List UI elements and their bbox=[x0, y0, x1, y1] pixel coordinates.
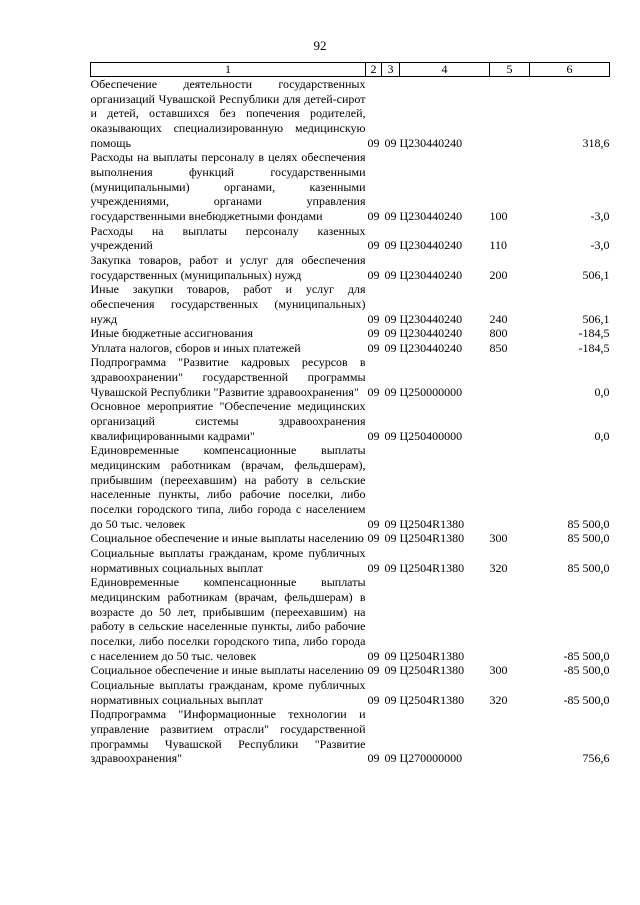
row-section: 09 bbox=[367, 531, 380, 546]
table-row bbox=[91, 77, 610, 151]
row-target-article: Ц2504R1380 bbox=[399, 560, 465, 575]
header-col-4: 4 bbox=[400, 63, 490, 77]
row-description: Иные бюджетные ассигнования bbox=[90, 326, 253, 341]
row-description: Социальные выплаты гражданам, кроме публичных нормативных социальных выплат bbox=[90, 546, 366, 575]
row-subsection: 09 bbox=[384, 531, 397, 546]
row-target-article: Ц270000000 bbox=[399, 751, 463, 766]
table-row bbox=[91, 150, 610, 223]
row-subsection: 09 bbox=[384, 663, 397, 678]
row-section: 09 bbox=[367, 663, 380, 678]
row-amount: 0,0 bbox=[594, 384, 610, 399]
row-section: 09 bbox=[367, 267, 380, 282]
row-section: 09 bbox=[367, 560, 380, 575]
row-target-article: Ц230440240 bbox=[399, 238, 463, 253]
row-target-article: Ц2504R1380 bbox=[399, 531, 465, 546]
table-row bbox=[91, 326, 610, 341]
row-description: Основное мероприятие "Обеспечение медицинских организаций системы здравоохранения квалифицированными кадрами" bbox=[90, 399, 366, 443]
row-target-article: Ц2504R1380 bbox=[399, 692, 465, 707]
row-expense-type bbox=[490, 707, 530, 766]
row-section: 09 bbox=[367, 340, 380, 355]
row-expense-type: 240 bbox=[489, 311, 508, 326]
table-row bbox=[91, 707, 610, 766]
row-target-article: Ц2504R1380 bbox=[399, 663, 465, 678]
row-description: Социальное обеспечение и иные выплаты населению bbox=[90, 663, 364, 678]
table-row bbox=[91, 443, 610, 531]
row-subsection: 09 bbox=[384, 135, 397, 150]
row-expense-type: 100 bbox=[489, 208, 508, 223]
row-subsection: 09 bbox=[384, 560, 397, 575]
row-subsection: 09 bbox=[384, 267, 397, 282]
table-row bbox=[91, 341, 610, 356]
row-target-article: Ц230440240 bbox=[399, 311, 463, 326]
row-expense-type: 800 bbox=[489, 326, 508, 341]
table-header-row bbox=[91, 63, 610, 77]
row-amount: 318,6 bbox=[582, 135, 610, 150]
row-subsection: 09 bbox=[384, 692, 397, 707]
row-description: Социальное обеспечение и иные выплаты населению bbox=[90, 531, 364, 546]
row-subsection: 09 bbox=[384, 516, 397, 531]
header-col-2: 2 bbox=[366, 63, 382, 77]
row-expense-type bbox=[490, 443, 530, 531]
row-description: Единовременные компенсационные выплаты медицинским работникам (врачам, фельдшерам) в возрасте до 50 лет, прибывшим (переехавшим) на работу в сельские населенные пункты, либо рабочие поселки, либо поселки городского типа, либо города с населением до 50 тыс. человек bbox=[90, 575, 366, 663]
row-target-article: Ц230440240 bbox=[399, 340, 463, 355]
page-number: 92 bbox=[313, 38, 327, 53]
row-amount: 506,1 bbox=[582, 267, 610, 282]
row-section: 09 bbox=[367, 384, 380, 399]
row-subsection: 09 bbox=[384, 428, 397, 443]
row-expense-type: 320 bbox=[489, 560, 508, 575]
row-amount: -184,5 bbox=[578, 326, 610, 341]
row-subsection: 09 bbox=[384, 340, 397, 355]
row-section: 09 bbox=[367, 135, 380, 150]
header-col-3: 3 bbox=[382, 63, 400, 77]
row-amount: 756,6 bbox=[582, 751, 610, 766]
row-description: Социальные выплаты гражданам, кроме публичных нормативных социальных выплат bbox=[90, 677, 366, 707]
row-amount: 85 500,0 bbox=[567, 531, 610, 546]
row-section: 09 bbox=[367, 238, 380, 253]
row-subsection: 09 bbox=[384, 238, 397, 253]
row-target-article: Ц230440240 bbox=[399, 135, 463, 150]
row-description: Иные закупки товаров, работ и услуг для обеспечения государственных (муниципальных) нужд bbox=[90, 282, 366, 326]
table-row bbox=[91, 224, 610, 253]
row-description: Уплата налогов, сборов и иных платежей bbox=[90, 340, 301, 355]
table-row bbox=[91, 663, 610, 678]
row-expense-type bbox=[490, 575, 530, 663]
row-section: 09 bbox=[367, 692, 380, 707]
table-row bbox=[91, 531, 610, 546]
header-col-1: 1 bbox=[91, 63, 366, 77]
row-subsection: 09 bbox=[384, 326, 397, 341]
table-row bbox=[91, 546, 610, 575]
row-target-article: Ц250000000 bbox=[399, 384, 463, 399]
row-target-article: Ц230440240 bbox=[399, 326, 463, 341]
row-section: 09 bbox=[367, 311, 380, 326]
row-target-article: Ц2504R1380 bbox=[399, 648, 465, 663]
row-amount: 85 500,0 bbox=[567, 560, 610, 575]
row-section: 09 bbox=[367, 326, 380, 341]
row-subsection: 09 bbox=[384, 208, 397, 223]
table-row bbox=[91, 282, 610, 326]
row-amount: -85 500,0 bbox=[563, 648, 610, 663]
row-expense-type: 300 bbox=[489, 531, 508, 546]
table-row bbox=[91, 253, 610, 282]
row-amount: 0,0 bbox=[594, 428, 610, 443]
row-description: Единовременные компенсационные выплаты медицинским работникам (врачам, фельдшерам), прибывшим (переехавшим) на работу в сельские населенные пункты, либо рабочие поселки, либо поселки городского типа, либо города с населением до 50 тыс. человек bbox=[90, 443, 366, 531]
row-section: 09 bbox=[367, 428, 380, 443]
row-subsection: 09 bbox=[384, 311, 397, 326]
row-description: Расходы на выплаты персоналу казенных учреждений bbox=[90, 223, 366, 253]
row-expense-type bbox=[490, 77, 530, 151]
row-target-article: Ц2504R1380 bbox=[399, 516, 465, 531]
row-description: Подпрограмма "Информационные технологии и управление развитием отрасли" государственной программы Чувашской Республики "Развитие здравоохранения" bbox=[90, 707, 366, 766]
table-row bbox=[91, 355, 610, 399]
row-expense-type: 300 bbox=[489, 663, 508, 678]
row-expense-type: 200 bbox=[489, 267, 508, 282]
table-row bbox=[91, 575, 610, 663]
row-amount: -85 500,0 bbox=[563, 663, 610, 678]
header-col-6: 6 bbox=[530, 63, 610, 77]
row-amount: -3,0 bbox=[590, 238, 610, 253]
row-amount: -184,5 bbox=[578, 340, 610, 355]
row-amount: -3,0 bbox=[590, 208, 610, 223]
row-section: 09 bbox=[367, 208, 380, 223]
row-subsection: 09 bbox=[384, 751, 397, 766]
header-col-5: 5 bbox=[490, 63, 530, 77]
row-description: Обеспечение деятельности государственных организаций Чувашской Республики для детей-сирот и детей, оставшихся без попечения родителей, оказывающих специализированную медицинскую помощь bbox=[90, 77, 366, 150]
row-expense-type: 110 bbox=[489, 238, 508, 253]
table-row bbox=[91, 678, 610, 707]
row-expense-type bbox=[490, 399, 530, 443]
row-target-article: Ц230440240 bbox=[399, 208, 463, 223]
table-row bbox=[91, 399, 610, 443]
row-target-article: Ц230440240 bbox=[399, 267, 463, 282]
row-description: Закупка товаров, работ и услуг для обеспечения государственных (муниципальных) нужд bbox=[90, 252, 366, 282]
row-section: 09 bbox=[367, 516, 380, 531]
row-amount: 506,1 bbox=[582, 311, 610, 326]
row-subsection: 09 bbox=[384, 384, 397, 399]
row-expense-type: 320 bbox=[489, 692, 508, 707]
row-description: Расходы на выплаты персоналу в целях обеспечения выполнения функций государственными (муниципальными) органами, казенными учреждениями, органами управления государственными внебюджетными фондами bbox=[90, 150, 366, 223]
row-amount: 85 500,0 bbox=[567, 516, 610, 531]
table-body bbox=[91, 77, 610, 766]
budget-table bbox=[90, 62, 610, 766]
row-amount: -85 500,0 bbox=[563, 692, 610, 707]
row-subsection: 09 bbox=[384, 648, 397, 663]
row-section: 09 bbox=[367, 648, 380, 663]
row-section: 09 bbox=[367, 751, 380, 766]
row-expense-type: 850 bbox=[489, 340, 508, 355]
row-target-article: Ц250400000 bbox=[399, 428, 463, 443]
row-expense-type bbox=[490, 355, 530, 399]
row-description: Подпрограмма "Развитие кадровых ресурсов в здравоохранении" государственной программы Чувашской Республики "Развитие здравоохранения" bbox=[90, 355, 366, 399]
